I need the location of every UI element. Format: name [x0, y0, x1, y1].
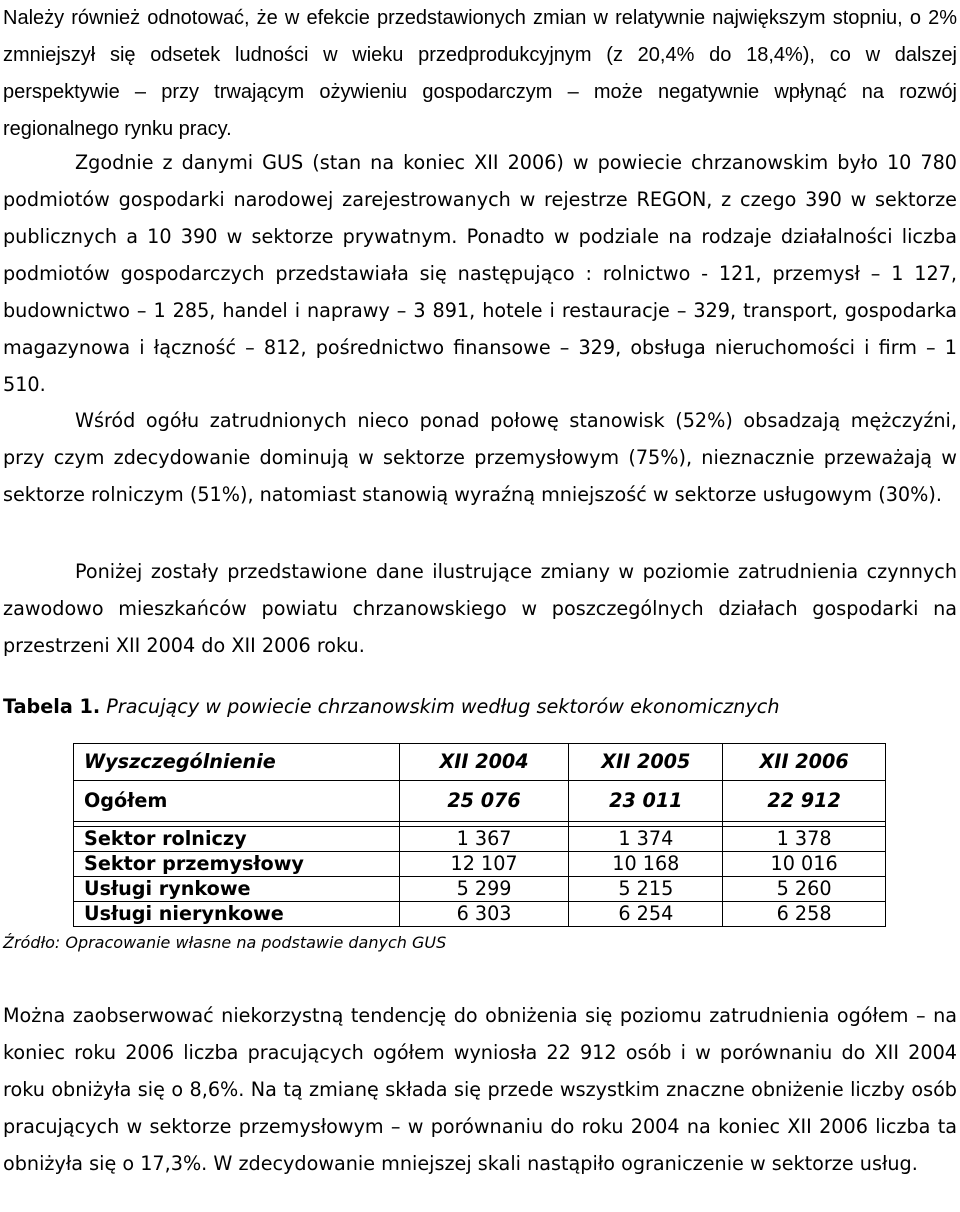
table-cell: 22 912 [723, 781, 886, 822]
row-label: Ogółem [74, 781, 400, 822]
paragraph-regon-entities: Zgodnie z danymi GUS (stan na koniec XII 2006) w powiecie chrzanowskim było 10 780 podmiotów gospodarki narodowej zarejestrowanych w rejestrze REGON, z czego 390 w sektorze publicznych a 10 390 w sektorze prywatnym. Ponadto w podziale na rodzaje działalności liczba podmiotów gospodarczych przedstawiała się następująco : rolnictwo - 121, przemysł – 1 127, budownictwo – 1 285, handel i naprawy – 3 891, hotele i restauracje – 329, transport, gospodarka magazynowa i łączność – 812, pośrednictwo finansowe – 329, obsługa nieruchomości i firm – 1 510. [3, 151, 957, 396]
table-cell: 23 011 [569, 781, 723, 822]
header-cell: XII 2006 [723, 744, 886, 781]
table-source-note: Źródło: Opracowanie własne na podstawie danych GUS [3, 933, 447, 952]
table-cell: 25 076 [399, 781, 569, 822]
paragraph-employment-gender: Wśród ogółu zatrudnionych nieco ponad połowę stanowisk (52%) obsadzają mężczyźni, przy czym zdecydowanie dominują w sektorze przemysłowym (75%), nieznacznie przeważają w sektorze rolniczym (51%), natomiast stanowią wyraźną mniejszość w sektorze usługowym (30%). [3, 409, 957, 506]
table-cell: 10 168 [569, 852, 723, 877]
table-cell: 6 254 [569, 902, 723, 927]
paragraph-population-change: Należy również odnotować, że w efekcie przedstawionych zmian w relatywnie największym stopniu, o 2% zmniejszył się odsetek ludności w wieku przedprodukcyjnym (z 20,4% do 18,4%), co w dalszej perspektywie – przy trwającym ożywieniu gospodarczym – może negatywnie wpłynąć na rozwój regionalnego rynku pracy. [3, 7, 957, 140]
table-cell: 6 303 [399, 902, 569, 927]
header-cell: XII 2004 [399, 744, 569, 781]
table-row [74, 902, 886, 927]
table-caption-title: Pracujący w powiecie chrzanowskim według sektorów ekonomicznych [106, 695, 780, 718]
table-cell: 5 260 [723, 877, 886, 902]
row-label: Sektor przemysłowy [74, 852, 400, 877]
table-cell: 1 367 [399, 827, 569, 852]
table-header-row [74, 744, 886, 781]
table-cell: 12 107 [399, 852, 569, 877]
table-cell: 5 299 [399, 877, 569, 902]
row-label: Usługi rynkowe [74, 877, 400, 902]
table-cell: 5 215 [569, 877, 723, 902]
row-label: Usługi nierynkowe [74, 902, 400, 927]
table-cell: 1 378 [723, 827, 886, 852]
paragraph-employment-trend: Można zaobserwować niekorzystną tendencję do obniżenia się poziomu zatrudnienia ogółem – na koniec roku 2006 liczba pracujących ogółem wyniosła 22 912 osób i w porównaniu do XII 2004 roku obniżyła się o 8,6%. Na tą zmianę składa się przede wszystkim znaczne obniżenie liczby osób pracujących w sektorze przemysłowym – w porównaniu do roku 2004 na koniec XII 2006 liczba ta obniżyła się o 17,3%. W zdecydowanie mniejszej skali nastąpiło ograniczenie w sektorze usług. [3, 1004, 957, 1175]
table-caption-label: Tabela 1. [3, 695, 101, 718]
table-cell: 6 258 [723, 902, 886, 927]
table-row [74, 852, 886, 877]
header-cell: XII 2005 [569, 744, 723, 781]
table-caption [3, 692, 780, 722]
table-total-row [74, 781, 886, 822]
row-label: Sektor rolniczy [74, 827, 400, 852]
paragraph-table-intro: Poniżej zostały przedstawione dane ilustrujące zmiany w poziomie zatrudnienia czynnych zawodowo mieszkańców powiatu chrzanowskiego w poszczególnych działach gospodarki na przestrzeni XII 2004 do XII 2006 roku. [3, 560, 957, 657]
table-cell: 10 016 [723, 852, 886, 877]
table-row [74, 827, 886, 852]
header-cell: Wyszczególnienie [74, 744, 400, 781]
table-cell: 1 374 [569, 827, 723, 852]
table-row [74, 877, 886, 902]
employment-table [73, 743, 886, 927]
